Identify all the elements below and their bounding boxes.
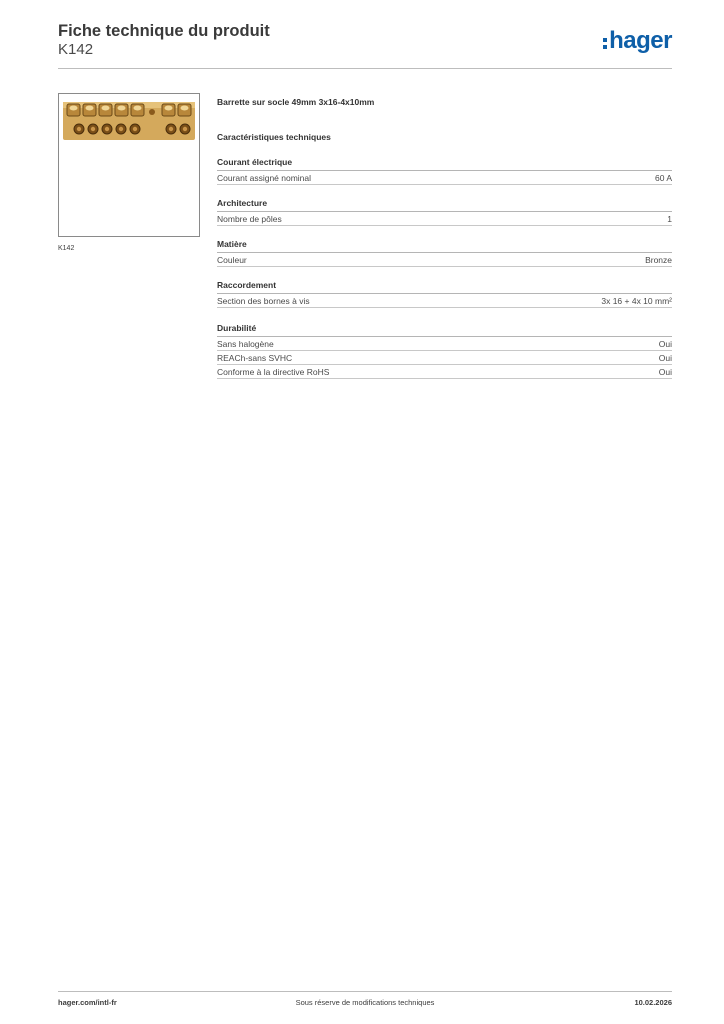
- spec-label: Couleur: [217, 255, 247, 265]
- spec-value: Bronze: [645, 255, 672, 265]
- page-footer: [58, 998, 672, 1010]
- spec-label: Nombre de pôles: [217, 214, 282, 224]
- logo-mark-icon: [603, 38, 607, 49]
- spec-group-raccordement: [217, 280, 672, 308]
- spec-group-architecture: [217, 198, 672, 226]
- spec-row: [217, 212, 672, 226]
- spec-row: [217, 351, 672, 365]
- product-image: [59, 94, 199, 236]
- spec-value: 1: [667, 214, 672, 224]
- product-description: Barrette sur socle 49mm 3x16-4x10mm: [217, 97, 375, 107]
- spec-label: REACh-sans SVHC: [217, 353, 293, 363]
- spec-row: [217, 253, 672, 267]
- group-title: Courant électrique: [217, 157, 672, 171]
- hager-logo[interactable]: [603, 26, 672, 56]
- product-reference: K142: [58, 41, 94, 58]
- group-title: Architecture: [217, 198, 672, 212]
- spec-row: [217, 337, 672, 351]
- group-title: Raccordement: [217, 280, 672, 294]
- footer-notice: Sous réserve de modifications techniques: [295, 998, 435, 1007]
- spec-row: [217, 294, 672, 308]
- page-header: [58, 22, 672, 68]
- image-caption: K142: [58, 245, 75, 252]
- footer-date: 10.02.2026: [634, 998, 672, 1007]
- footer-divider: [58, 991, 672, 992]
- spec-value: Oui: [658, 367, 672, 377]
- spec-row: [217, 171, 672, 185]
- spec-value: 60 A: [654, 173, 672, 183]
- product-image-frame: [58, 93, 200, 237]
- spec-value: Oui: [658, 353, 672, 363]
- spec-label: Section des bornes à vis: [217, 296, 310, 306]
- footer-website-link[interactable]: hager.com/intl-fr: [58, 998, 117, 1007]
- spec-group-durabilite: [217, 323, 672, 379]
- header-divider: [58, 68, 672, 69]
- group-title: Durabilité: [217, 323, 672, 337]
- spec-label: Courant assigné nominal: [217, 173, 312, 183]
- spec-label: Sans halogène: [217, 339, 274, 349]
- spec-value: 3x 16 + 4x 10 mm²: [601, 296, 672, 306]
- spec-value: Oui: [658, 339, 672, 349]
- spec-group-courant: [217, 157, 672, 185]
- spec-label: Conforme à la directive RoHS: [217, 367, 330, 377]
- spec-group-matiere: [217, 239, 672, 267]
- logo-text: hager: [609, 27, 672, 54]
- group-title: Matière: [217, 239, 672, 253]
- section-heading: Caractéristiques techniques: [217, 132, 331, 142]
- page-title: Fiche technique du produit: [58, 22, 270, 40]
- spec-row: [217, 365, 672, 379]
- spec-content: [217, 96, 672, 379]
